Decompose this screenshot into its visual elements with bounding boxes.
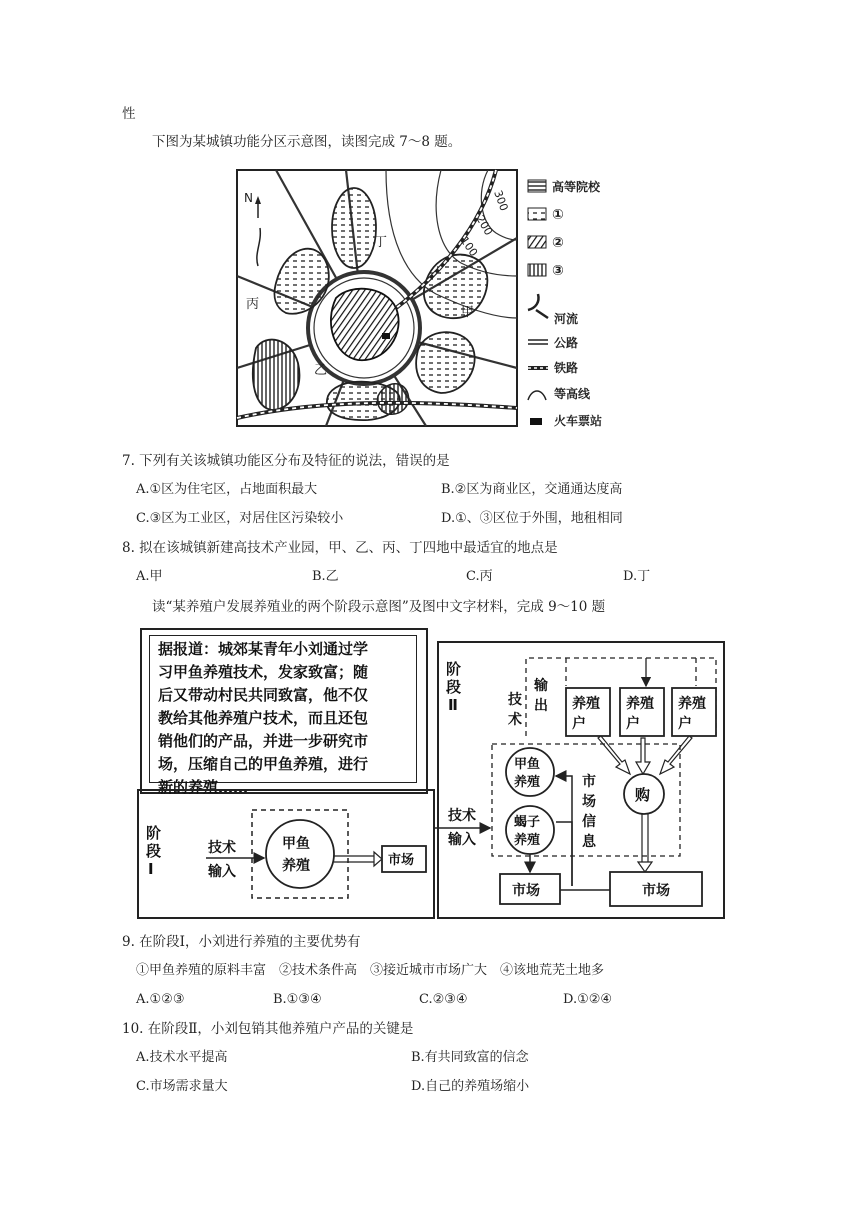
- svg-text:养殖: 养殖: [282, 858, 310, 874]
- svg-text:河流: 河流: [554, 312, 579, 326]
- question-10-stem: 10. 在阶段Ⅱ，小刘包销其他养殖户产品的关键是: [122, 1021, 414, 1037]
- question-9-stem: 9. 在阶段Ⅰ，小刘进行养殖的主要优势有: [122, 934, 361, 950]
- zone-1-north: [332, 188, 376, 268]
- svg-text:①: ①: [552, 207, 564, 223]
- svg-text:技术: 技术: [448, 808, 476, 824]
- svg-text:甲鱼: 甲鱼: [514, 757, 541, 772]
- q10-option-c[interactable]: C.市场需求量大: [136, 1079, 228, 1094]
- q10-option-d[interactable]: D.自己的养殖场缩小: [411, 1079, 530, 1094]
- svg-text:户: 户: [626, 716, 640, 732]
- news-text: 据报道：城郊某青年小刘通过学 习甲鱼养殖技术，发家致富；随 后又带动村民共同致富，他不仅 教给其他养殖户技术，而且还包 销他们的产品，并进一步研究市 场，压缩自己的甲鱼养殖，进行 新的养殖……: [158, 640, 369, 796]
- q9-option-b[interactable]: B.①③④: [273, 992, 322, 1007]
- q9-option-a[interactable]: A.①②③: [136, 992, 185, 1007]
- q9-option-d[interactable]: D.①②④: [563, 992, 613, 1007]
- svg-text:购: 购: [635, 786, 651, 804]
- svg-text:公路: 公路: [554, 336, 579, 350]
- q7-option-b[interactable]: B.②区为商业区，交通通达度高: [441, 482, 623, 497]
- contour-200: 200: [473, 213, 496, 238]
- q9-option-c[interactable]: C.②③④: [419, 992, 468, 1007]
- q7-option-c[interactable]: C.③区为工业区，对居住区污染较小: [136, 511, 344, 526]
- svg-text:②: ②: [552, 235, 564, 251]
- svg-text:市场: 市场: [388, 853, 415, 868]
- svg-text:市场: 市场: [642, 883, 670, 899]
- svg-text:Ⅰ: Ⅰ: [148, 860, 154, 878]
- map-legend: [528, 179, 602, 428]
- place-jia: 甲: [461, 305, 475, 320]
- q10-option-a[interactable]: A.技术水平提高: [136, 1050, 228, 1065]
- station-marker: [382, 333, 390, 339]
- svg-text:养殖: 养殖: [678, 696, 706, 712]
- q7-option-a[interactable]: A.①区为住宅区，占地面积最大: [136, 482, 318, 497]
- farming-stages-diagram: [136, 636, 728, 922]
- svg-text:段: 段: [146, 842, 162, 860]
- question-7-stem: 7. 下列有关该城镇功能区分布及特征的说法，错误的是: [122, 453, 450, 469]
- previous-question-fragment: 性: [122, 106, 136, 122]
- svg-text:火车票站: 火车票站: [554, 414, 603, 428]
- svg-text:市场: 市场: [512, 883, 540, 899]
- svg-text:出: 出: [534, 698, 548, 714]
- svg-text:输: 输: [534, 678, 548, 694]
- q8-option-a[interactable]: A.甲: [136, 569, 163, 584]
- svg-text:市: 市: [582, 774, 596, 790]
- svg-text:输入: 输入: [448, 832, 476, 848]
- svg-text:甲鱼: 甲鱼: [282, 836, 310, 852]
- place-ding: 丁: [374, 235, 388, 250]
- svg-text:技: 技: [508, 692, 522, 708]
- intro-questions-7-8: 下图为某城镇功能分区示意图，读图完成 7～8 题。: [152, 134, 462, 150]
- question-8-stem: 8. 拟在该城镇新建高技术产业园，甲、乙、丙、丁四地中最适宜的地点是: [122, 540, 558, 556]
- svg-text:养殖: 养殖: [514, 775, 541, 790]
- intro-questions-9-10: 读“某养殖户发展养殖业的两个阶段示意图”及图中文字材料，完成 9～10 题: [152, 599, 606, 615]
- q10-option-b[interactable]: B.有共同致富的信念: [411, 1050, 529, 1065]
- svg-text:阶: 阶: [146, 824, 162, 842]
- svg-text:户: 户: [572, 716, 586, 732]
- town-zoning-map: [236, 168, 626, 430]
- svg-text:等高线: 等高线: [554, 387, 591, 401]
- q8-option-d[interactable]: D.丁: [623, 569, 651, 584]
- svg-text:息: 息: [582, 834, 596, 850]
- contour-300: 300: [491, 188, 511, 213]
- svg-text:养殖: 养殖: [514, 833, 541, 848]
- svg-text:户: 户: [678, 716, 692, 732]
- svg-text:养殖: 养殖: [626, 696, 654, 712]
- stage-1-turtle-node: [266, 820, 334, 888]
- contour-100: 100: [457, 234, 481, 259]
- svg-text:阶: 阶: [446, 660, 462, 678]
- svg-text:信: 信: [582, 814, 596, 830]
- svg-text:③: ③: [552, 263, 564, 279]
- svg-text:蝎子: 蝎子: [514, 815, 541, 830]
- svg-text:养殖: 养殖: [572, 696, 600, 712]
- q8-option-b[interactable]: B.乙: [312, 569, 339, 584]
- svg-text:高等院校: 高等院校: [552, 180, 601, 194]
- place-bing: 丙: [246, 297, 260, 312]
- place-yi: 乙: [314, 363, 328, 378]
- q9-choices: ①甲鱼养殖的原料丰富 ②技术条件高 ③接近城市市场广大 ④该地荒芜土地多: [136, 963, 605, 978]
- q7-option-d[interactable]: D.①、③区位于外围，地租相同: [441, 511, 623, 526]
- north-label: N: [244, 191, 253, 205]
- svg-text:场: 场: [582, 794, 596, 810]
- svg-text:段: 段: [446, 678, 462, 696]
- zone-3-sw: [253, 340, 300, 410]
- svg-text:术: 术: [508, 712, 522, 728]
- svg-text:技术: 技术: [208, 840, 236, 856]
- svg-text:Ⅱ: Ⅱ: [448, 696, 458, 714]
- q8-option-c[interactable]: C.丙: [466, 569, 493, 584]
- svg-text:铁路: 铁路: [554, 361, 579, 375]
- svg-text:输入: 输入: [208, 864, 236, 880]
